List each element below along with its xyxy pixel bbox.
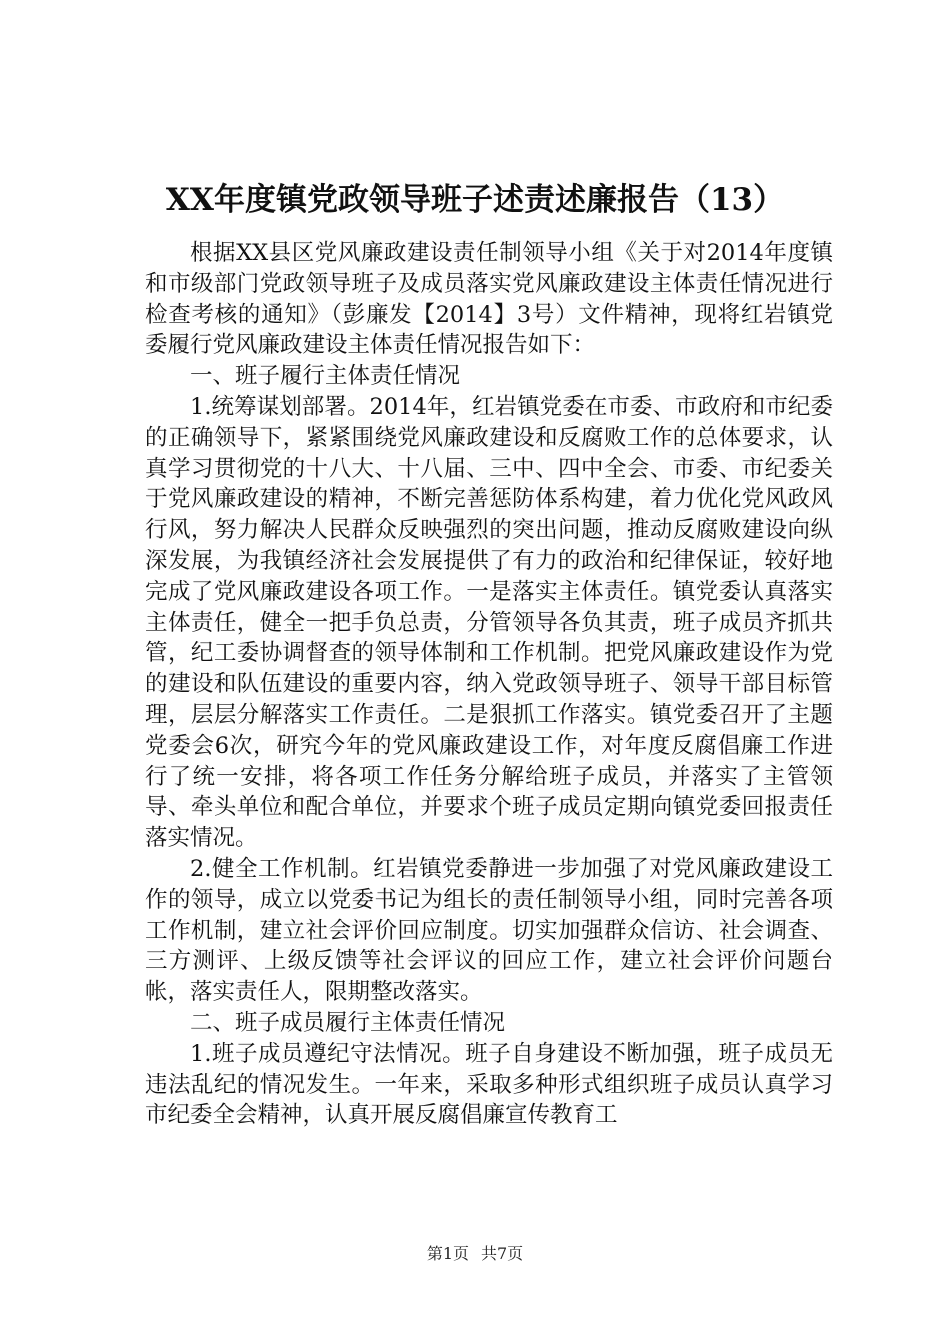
section-heading-2: 二、班子成员履行主体责任情况	[190, 1009, 506, 1036]
page-count: 共7页	[481, 1244, 524, 1263]
page-footer	[0, 1244, 950, 1264]
paragraph-intro: 根据XX县区党风廉政建设责任制领导小组《关于对2014年度镇和市级部门党政领导班子及成员落实党风廉政建设主体责任情况进行检查考核的通知》（彭廉发【2014】3号）文件精神，现将红岩镇党委履行党风廉政建设主体责任情况报告如下：	[145, 240, 833, 359]
paragraph-discipline: 1.班子成员遵纪守法情况。班子自身建设不断加强，班子成员无违法乱纪的情况发生。一年来，采取多种形式组织班子成员认真学习市纪委全会精神，认真开展反腐倡廉宣传教育工	[145, 1040, 833, 1129]
page-number: 第1页	[426, 1244, 469, 1263]
paragraph-mechanism: 2.健全工作机制。红岩镇党委静进一步加强了对党风廉政建设工作的领导，成立以党委书记为组长的责任制领导小组，同时完善各项工作机制，建立社会评价回应制度。切实加强群众信访、社会调查、三方测评、上级反馈等社会评议的回应工作，建立社会评价问题台帐，落实责任人，限期整改落实。	[145, 855, 833, 1006]
paragraph-planning: 1.统筹谋划部署。2014年，红岩镇党委在市委、市政府和市纪委的正确领导下，紧紧围绕党风廉政建设和反腐败工作的总体要求，认真学习贯彻党的十八大、十八届、三中、四中全会、市委、市纪委关于党风廉政建设的精神，不断完善惩防体系构建，着力优化党风政风行风，努力解决人民群众反映强烈的突出问题，推动反腐败建设向纵深发展，为我镇经济社会发展提供了有力的政治和纪律保证，较好地完成了党风廉政建设各项工作。一是落实主体责任。镇党委认真落实主体责任，健全一把手负总责，分管领导各负其责，班子成员齐抓共管，纪工委协调督查的领导体制和工作机制。把党风廉政建设作为党的建设和队伍建设的重要内容，纳入党政领导班子、领导干部目标管理，层层分解落实工作责任。二是狠抓工作落实。镇党委召开了主题党委会6次，研究今年的党风廉政建设工作，对年度反腐倡廉工作进行了统一安排，将各项工作任务分解给班子成员，并落实了主管领导、牵头单位和配合单位，并要求个班子成员定期向镇党委回报责任落实情况。	[145, 393, 833, 852]
document-body	[145, 238, 833, 1131]
document-title: XX年度镇党政领导班子述责述廉报告（13）	[165, 182, 785, 218]
section-heading-1: 一、班子履行主体责任情况	[190, 363, 461, 390]
